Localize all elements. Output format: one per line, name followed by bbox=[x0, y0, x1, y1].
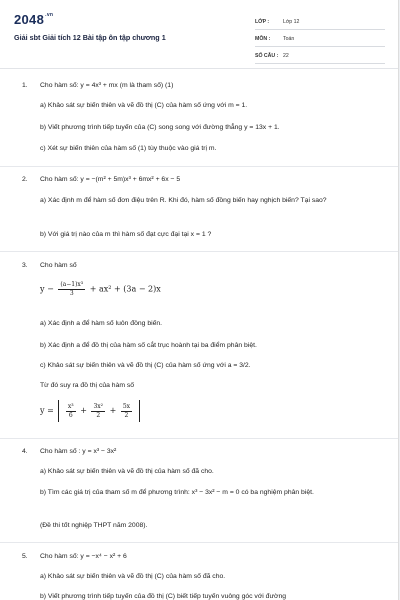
meta-row-count bbox=[255, 49, 385, 64]
question-text: Cho hàm số: y = 4x³ + mx (m là tham số) (1) bbox=[40, 82, 174, 89]
meta-key: MÔN : bbox=[255, 36, 271, 42]
formula-fraction bbox=[66, 403, 76, 420]
question-separator bbox=[0, 166, 398, 167]
fraction-numerator: 5x bbox=[122, 402, 131, 410]
question-text: Cho hàm số: y = −x⁴ − x² + 6 bbox=[40, 553, 127, 560]
formula-lhs: y = bbox=[40, 406, 54, 415]
question-separator bbox=[0, 438, 398, 439]
fraction-denominator: 6 bbox=[68, 411, 73, 419]
header-divider bbox=[0, 68, 398, 69]
question-3-heading bbox=[22, 262, 77, 269]
formula-rest: + ax² + (3a − 2)x bbox=[89, 284, 161, 294]
question-4-heading bbox=[22, 448, 116, 455]
formula-plus: + bbox=[109, 406, 117, 415]
meta-value: 22 bbox=[283, 53, 289, 59]
question-3-item-a: a) Xác định a để hàm số luôn đồng biến. bbox=[40, 320, 163, 327]
meta-row-grade bbox=[255, 15, 385, 30]
formula-fraction bbox=[91, 403, 105, 420]
question-1-item-c: c) Xét sự biến thiên của hàm số (1) tùy thuộc vào giá trị m. bbox=[40, 145, 217, 152]
fraction-denominator: 2 bbox=[124, 411, 129, 419]
formula-plus: + bbox=[80, 406, 87, 415]
question-text: Cho hàm số bbox=[40, 262, 77, 269]
question-number: 4. bbox=[22, 448, 28, 455]
question-number: 1. bbox=[22, 82, 28, 89]
question-1-item-b: b) Viết phương trình tiếp tuyến của (C) song song với đường thẳng y = 13x + 1. bbox=[40, 124, 280, 131]
question-5-heading bbox=[22, 553, 127, 560]
question-number: 5. bbox=[22, 553, 28, 560]
site-logo[interactable] bbox=[14, 12, 53, 27]
fraction-numerator: x³ bbox=[67, 402, 74, 410]
meta-table bbox=[255, 15, 385, 66]
page-header bbox=[0, 0, 398, 64]
question-3-formula-abs bbox=[40, 400, 142, 422]
question-separator bbox=[0, 251, 398, 252]
fraction-numerator: (a−1)x³ bbox=[60, 281, 84, 288]
fraction-denominator: 3 bbox=[69, 290, 74, 297]
question-text: Cho hàm số : y = x³ − 3x² bbox=[40, 448, 117, 455]
question-number: 3. bbox=[22, 262, 28, 269]
meta-key: LỚP : bbox=[255, 19, 270, 25]
question-3-item-c: c) Khảo sát sự biến thiên và vẽ đồ thị (C) của hàm số ứng với a = 3/2. bbox=[40, 362, 251, 369]
logo-text: 2048 bbox=[14, 12, 45, 27]
meta-row-subject bbox=[255, 32, 385, 47]
question-2-item-a: a) Xác định m để hàm số đơn điệu trên R. Khi đó, hàm số đồng biến hay nghịch biến? Tại sao? bbox=[40, 197, 327, 204]
logo-suffix: .vn bbox=[45, 12, 54, 18]
document-title: Giải sbt Giải tích 12 Bài tập ôn tập chương 1 bbox=[14, 33, 166, 42]
meta-value: Toán bbox=[283, 36, 295, 42]
question-5-item-b: b) Viết phương trình tiếp tuyến của đồ thị (C) biết tiếp tuyến vuông góc với đường bbox=[40, 593, 287, 600]
question-4-item-b: b) Tìm các giá trị của tham số m để phương trình: x³ − 3x² − m = 0 có ba nghiệm phân biệt. bbox=[40, 489, 314, 496]
question-3-formula bbox=[40, 281, 161, 298]
question-2-item-b: b) Với giá trị nào của m thì hàm số đạt cực đại tại x = 1 ? bbox=[40, 231, 212, 238]
fraction-numerator: 3x² bbox=[93, 402, 104, 410]
question-1-item-a: a) Khảo sát sự biến thiên và vẽ đồ thị (C) của hàm số ứng với m = 1. bbox=[40, 102, 248, 109]
question-text: Cho hàm số: y = −(m² + 5m)x³ + 6mx² + 6x − 5 bbox=[40, 176, 181, 183]
meta-key: SỐ CÂU : bbox=[255, 53, 279, 59]
question-3-derive: Từ đó suy ra đồ thị của hàm số bbox=[40, 382, 135, 389]
abs-bar-left bbox=[58, 400, 59, 422]
question-separator bbox=[0, 542, 398, 543]
question-2-heading bbox=[22, 176, 180, 183]
formula-fraction bbox=[121, 403, 132, 420]
formula-fraction bbox=[58, 281, 85, 298]
question-1-heading bbox=[22, 82, 173, 89]
meta-value: Lớp 12 bbox=[283, 19, 300, 25]
question-5-item-a: a) Khảo sát sự biến thiên và vẽ đồ thị (C) của hàm số đã cho. bbox=[40, 573, 226, 580]
abs-bar-right bbox=[139, 400, 140, 422]
question-number: 2. bbox=[22, 176, 28, 183]
fraction-denominator: 2 bbox=[96, 411, 101, 419]
question-4-item-a: a) Khảo sát sự biến thiên và vẽ đồ thị của hàm số đã cho. bbox=[40, 468, 214, 475]
formula-lhs: y − bbox=[40, 284, 54, 294]
question-3-item-b: b) Xác định a để đồ thị của hàm số cắt trục hoành tại ba điểm phân biệt. bbox=[40, 342, 257, 349]
question-4-note: (Đề thi tốt nghiệp THPT năm 2008). bbox=[40, 522, 148, 529]
